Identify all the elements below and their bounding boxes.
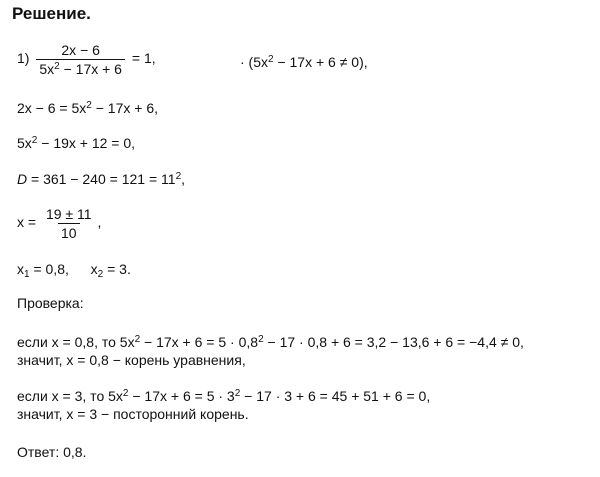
check2-line1: если x = 3, то $5x^2 - 17x + 6 = 5 \cdot 3^2 - 17 \cdot 3 + 6 = 45 + 51 + 6 = 0$, bbox=[17, 388, 431, 404]
check-title: Проверка: bbox=[17, 295, 84, 311]
root-denominator: 10 bbox=[58, 223, 80, 241]
root-fraction bbox=[43, 206, 95, 241]
check1-line2: значит, x = 0,8 − корень уравнения, bbox=[17, 352, 246, 368]
step1-equation bbox=[17, 42, 156, 77]
check1-line1: если x = 0,8, то $5x^2 - 17x + 6 = 5 \cdot 0,8^2 - 17 \cdot 0,8 + 6 = 3,2 - 13,6 + 6 = -4,4 \ne 0$, bbox=[17, 334, 524, 350]
check2-line2: значит, x = 3 − посторонний корень. bbox=[17, 406, 249, 422]
step1-denominator: $5x^2 - 17x + 6$ bbox=[36, 59, 125, 77]
step1-condition: · $(5x^2 - 17x + 6 \ne 0)$, bbox=[240, 54, 368, 70]
step1-rhs: = 1, bbox=[131, 50, 156, 67]
root-numerator: 19 ± 11 bbox=[45, 206, 92, 222]
discriminant: $D = 361 - 240 = 121 = 11^2$, bbox=[17, 171, 186, 187]
step1-numerator: 2x − 6 bbox=[61, 42, 100, 58]
root-formula: x = $\frac{19 \pm 11}{10}$ , bbox=[17, 206, 102, 241]
roots-values: $x_1 = 0,8$, $x_2 = 3$. bbox=[17, 261, 131, 280]
step1-label: 1) bbox=[17, 50, 30, 67]
equation-2: $2x - 6 = 5x^2 - 17x + 6$, bbox=[17, 100, 159, 116]
equation-3: $5x^2 - 19x + 12 = 0$, bbox=[17, 135, 136, 151]
root-lhs: x = bbox=[17, 214, 40, 231]
solution-title: Решение. bbox=[12, 4, 91, 23]
answer: Ответ: 0,8. bbox=[17, 444, 87, 460]
step1-fraction bbox=[36, 42, 125, 77]
